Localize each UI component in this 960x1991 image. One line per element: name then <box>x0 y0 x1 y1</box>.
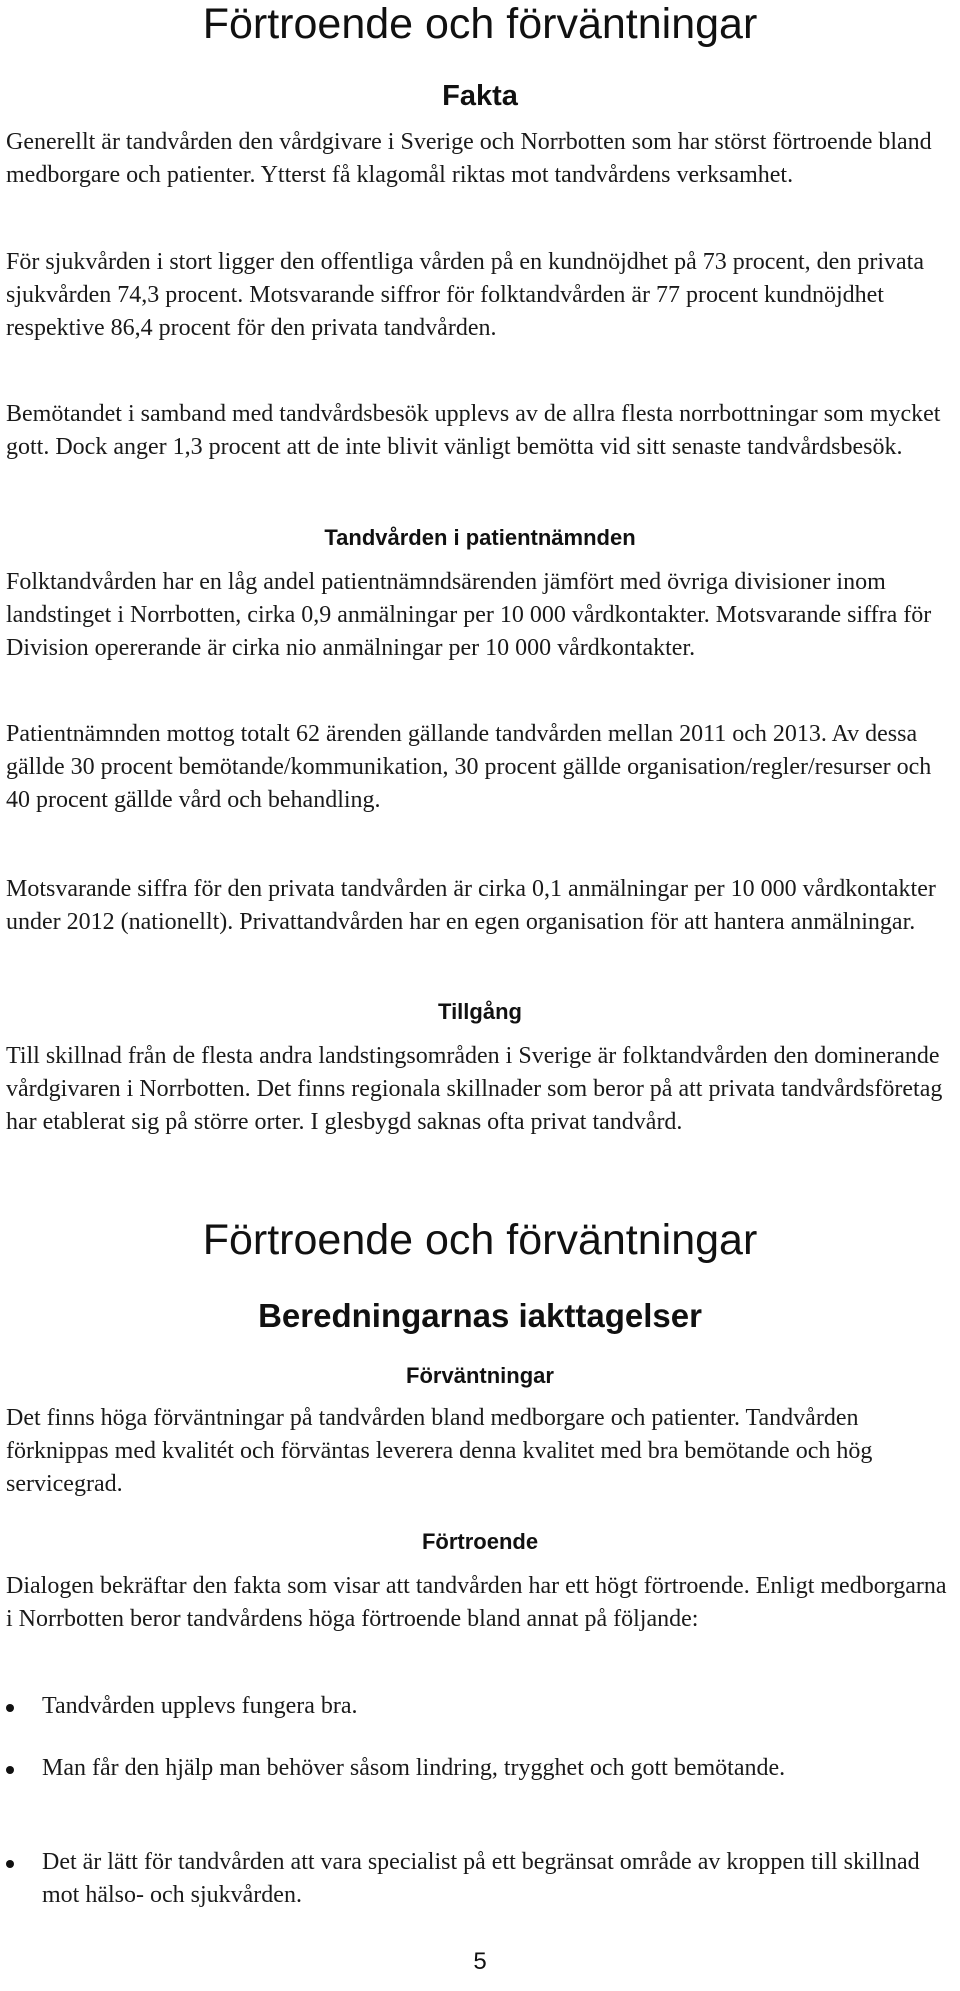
bullet-icon <box>6 1704 14 1712</box>
page-title: Förtroende och förväntningar <box>202 0 758 48</box>
list-item-text: Det är lätt för tandvården att vara specialist på ett begränsat område av kroppen till skillnad mot hälso- och sjukvården. <box>42 1849 920 1908</box>
section-heading-beredningarnas: Beredningarnas iakttagelser <box>258 1297 702 1334</box>
paragraph: Folktandvården har en låg andel patientnämndsärenden jämfört med övriga divisioner inom landstinget i Norrbotten, cirka 0,9 anmälningar per 10 000 vårdkontakter. Motsvarande siffra för Division opererande är cirka nio anmälningar per 10 000 vårdkontakter. <box>6 569 932 661</box>
bullet-icon <box>6 1766 14 1774</box>
subheading-fortroende: Förtroende <box>421 1529 539 1554</box>
list-item-text: Tandvården upplevs fungera bra. <box>42 1693 358 1719</box>
paragraph: Det finns höga förväntningar på tandvården bland medborgare och patienter. Tandvården förknippas med kvalitét och förväntas leverera denna kvalitet med bra bemötande och hög servicegrad. <box>6 1405 873 1497</box>
paragraph: Till skillnad från de flesta andra landstingsområden i Sverige är folktandvården den dominerande vårdgivaren i Norrbotten. Det finns regionala skillnader som beror på att privata tandvårdsföretag har etablerat sig på större orter. I glesbygd saknas ofta privat tandvård. <box>6 1043 943 1135</box>
paragraph: Dialogen bekräftar den fakta som visar att tandvården har ett högt förtroende. Enligt medborgarna i Norrbotten beror tandvårdens höga förtroende bland annat på följande: <box>6 1573 947 1632</box>
list-item-text: Man får den hjälp man behöver såsom lindring, trygghet och gott bemötande. <box>42 1755 786 1781</box>
subheading-forvantningar: Förväntningar <box>406 1363 554 1388</box>
paragraph: Generellt är tandvården den vårdgivare i Sverige och Norrbotten som har störst förtroende bland medborgare och patienter. Ytterst få klagomål riktas mot tandvårdens verksamhet. <box>6 129 932 188</box>
paragraph: Bemötandet i samband med tandvårdsbesök upplevs av de allra flesta norrbottningar som mycket gott. Dock anger 1,3 procent att de inte blivit vänligt bemötta vid sitt senaste tandvårdsbesök. <box>6 401 941 460</box>
section-title: Förtroende och förväntningar <box>202 1216 758 1264</box>
bullet-icon <box>6 1860 14 1868</box>
paragraph: Motsvarande siffra för den privata tandvården är cirka 0,1 anmälningar per 10 000 vårdkontakter under 2012 (nationellt). Privattandvården har en egen organisation för att hantera anmälningar. <box>6 876 936 935</box>
paragraph: Patientnämnden mottog totalt 62 ärenden gällande tandvården mellan 2011 och 2013. Av dessa gällde 30 procent bemötande/kommunikation, 30 procent gällde organisation/regler/resurser och 40 procent gällde vård och behandling. <box>6 721 932 813</box>
subheading-patientnamnden: Tandvården i patientnämnden <box>324 525 636 550</box>
page-number: 5 <box>473 1948 487 1975</box>
paragraph: För sjukvården i stort ligger den offentliga vården på en kundnöjdhet på 73 procent, den privata sjukvården 74,3 procent. Motsvarande siffror för folktandvården är 77 procent kundnöjdhet respektive 86,4 procent för den privata tandvården. <box>6 249 924 341</box>
section-heading-fakta: Fakta <box>442 80 518 112</box>
subheading-tillgang: Tillgång <box>438 999 522 1024</box>
